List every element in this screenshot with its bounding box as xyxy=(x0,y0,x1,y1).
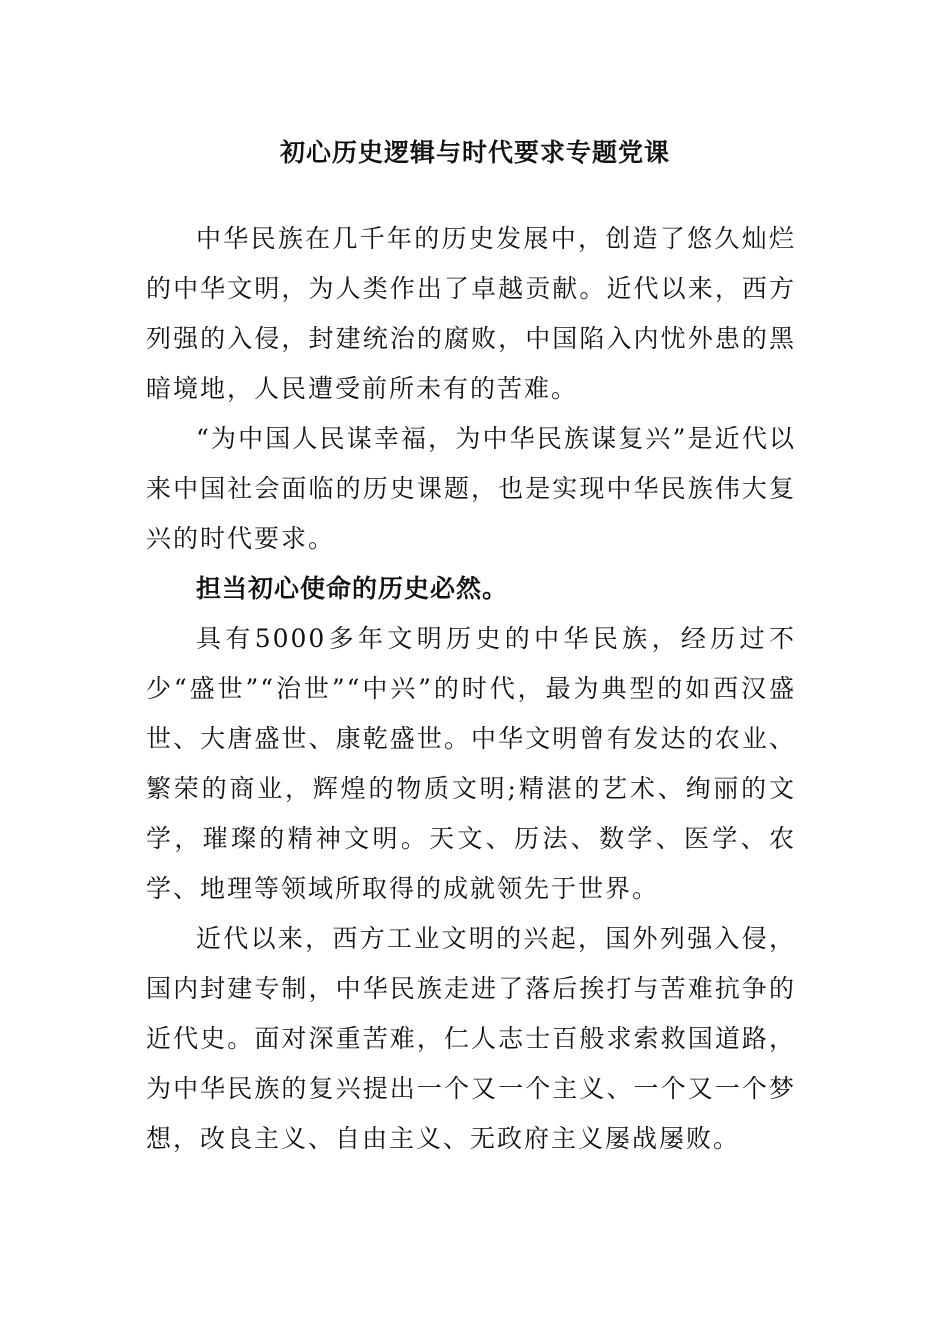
document-body xyxy=(146,214,796,1164)
section-heading: 担当初心使命的历史必然。 xyxy=(196,574,509,603)
paragraph-modern-history: 近代以来，西方工业文明的兴起，国外列强入侵，国内封建专制，中华民族走进了落后挨打与苦难抗争的近代史。面对深重苦难，仁人志士百般求索救国道路，为中华民族的复兴提出一个又一个主义、一个又一个梦想，改良主义、自由主义、无政府主义屡战屡败。 xyxy=(146,924,796,1153)
document-title: 初心历史逻辑与时代要求专题党课 xyxy=(279,138,670,167)
paragraph-intro: 中华民族在几千年的历史发展中，创造了悠久灿烂的中华文明，为人类作出了卓越贡献。近代以来，西方列强的入侵，封建统治的腐败，中国陷入内忧外患的黑暗境地，人民遭受前所未有的苦难。 xyxy=(146,224,796,403)
paragraph-civilization: 具有5000多年文明历史的中华民族，经历过不少“盛世”“治世”“中兴”的时代，最为典型的如西汉盛世、大唐盛世、康乾盛世。中华文明曾有发达的农业、繁荣的商业，辉煌的物质文明;精湛的艺术、绚丽的文学，璀璨的精神文明。天文、历法、数学、医学、农学、地理等领域所取得的成就领先于世界。 xyxy=(146,624,796,903)
paragraph-historical-task: “为中国人民谋幸福，为中华民族谋复兴”是近代以来中国社会面临的历史课题，也是实现中华民族伟大复兴的时代要求。 xyxy=(146,424,796,553)
